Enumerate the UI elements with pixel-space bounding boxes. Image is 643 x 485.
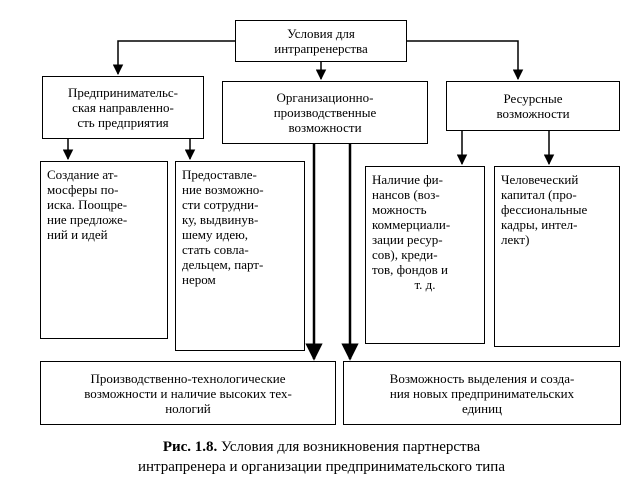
box-conditions-intrapreneurship <box>235 20 407 62</box>
figure-caption <box>0 437 643 477</box>
box-line: можность <box>372 202 427 217</box>
box-line: возможности <box>288 120 362 135</box>
box-line: ние предложе- <box>47 212 128 227</box>
box-line: Наличие фи- <box>372 172 443 187</box>
box-line: Организационно- <box>276 90 374 105</box>
box-line: Создание ат- <box>47 167 118 182</box>
box-production-technology <box>40 361 336 425</box>
box-organizational-production <box>222 81 428 144</box>
box-line: возможности <box>496 106 570 121</box>
box-line: единиц <box>461 400 503 416</box>
box-line: зации ресур- <box>372 232 443 247</box>
box-line: стать совла- <box>182 242 249 257</box>
connector-top-right <box>407 41 518 79</box>
box-new-units <box>343 361 621 425</box>
box-line: кадры, интел- <box>501 217 578 232</box>
box-line: фессиональные <box>501 202 588 217</box>
box-line: капитал (про- <box>501 187 577 202</box>
box-line: Человеческий <box>501 172 579 187</box>
box-line: Ресурсные <box>503 91 563 106</box>
box-line: мосферы по- <box>47 182 119 197</box>
box-co-ownership <box>175 161 305 351</box>
box-line: Предоставле- <box>182 167 257 182</box>
box-line: иска. Поощре- <box>47 197 128 212</box>
box-line: т. д. <box>414 277 436 292</box>
box-line: возможности и наличие высоких тех- <box>84 385 292 401</box>
box-line: Возможность выделения и созда- <box>389 370 575 386</box>
caption-line: Условия для возникновения партнерства <box>217 439 481 455</box>
box-search-atmosphere <box>40 161 168 339</box>
box-line: производственные <box>273 105 377 120</box>
box-human-capital <box>494 166 620 347</box>
box-line: сов), креди- <box>372 247 438 262</box>
box-entrepreneurial-orientation <box>42 76 204 139</box>
box-line: ния новых предпринимательских <box>389 385 575 401</box>
box-line: ку, выдвинув- <box>182 212 259 227</box>
box-line: ская направленно- <box>72 100 174 115</box>
box-line: лект) <box>501 232 530 247</box>
box-line: сть предприятия <box>77 115 169 130</box>
box-line: ний и идей <box>47 227 108 242</box>
box-line: Производственно-технологические <box>90 370 286 386</box>
box-line: нансов (воз- <box>372 187 440 202</box>
caption-label: Рис. 1.8. <box>162 439 218 455</box>
box-resource-opportunities <box>446 81 620 131</box>
box-line: интрапренерства <box>274 41 368 56</box>
box-line: шему идею, <box>182 227 249 242</box>
box-finances <box>365 166 485 344</box>
box-line: сти сотрудни- <box>182 197 259 212</box>
box-line: тов, фондов и <box>372 262 448 277</box>
box-line: Условия для <box>287 26 355 41</box>
box-line: дельцем, парт- <box>182 257 264 272</box>
box-line: нологий <box>165 400 211 416</box>
box-line: нером <box>182 272 216 287</box>
box-line: Предпринимательс- <box>68 85 178 100</box>
box-line: коммерциали- <box>372 217 451 232</box>
connector-top-left <box>118 41 235 74</box>
box-line: ние возможно- <box>182 182 264 197</box>
caption-line: интрапренера и организации предпринимательского типа <box>138 459 505 475</box>
